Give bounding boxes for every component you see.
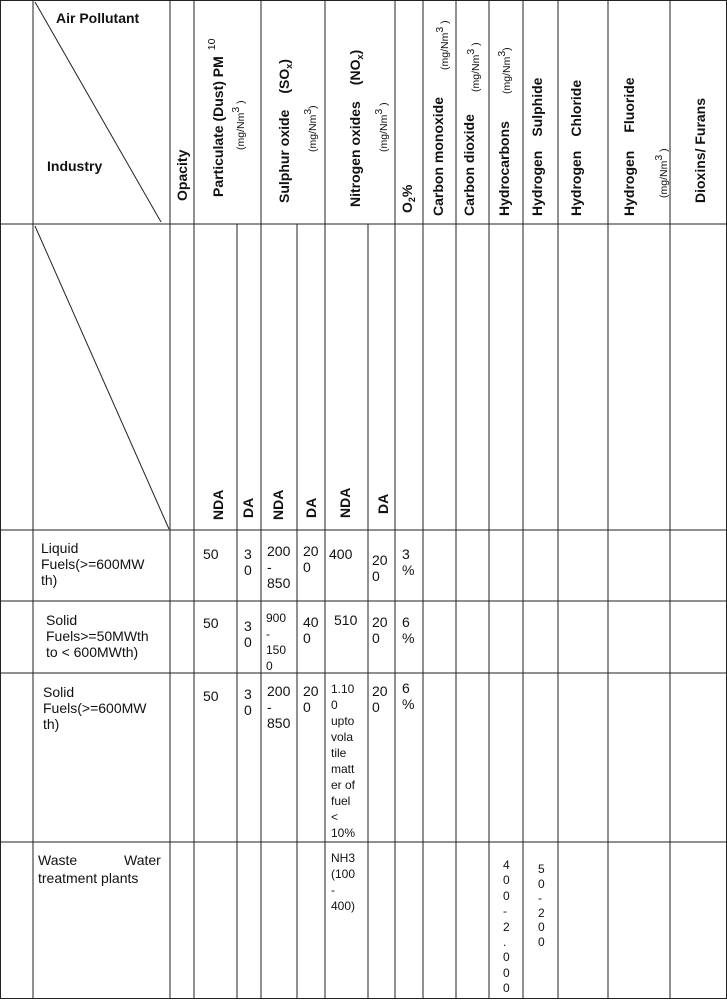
- header-no-unit: (mg/Nm$^3$ ): [373, 102, 390, 152]
- row1-no-da: 20 0: [372, 552, 388, 584]
- row3-so-nda: 200 - 850: [267, 683, 291, 731]
- row2-so-da: 40 0: [303, 614, 319, 646]
- subheader-so-da: DA: [303, 497, 319, 518]
- header-so: Sulphur $oxide(SO_x)$: [276, 59, 294, 203]
- subheader-no-nda: NDA: [337, 487, 353, 518]
- row4-industry-c: treatment plants: [38, 870, 139, 886]
- row1-pm-da: 3 0: [244, 546, 252, 578]
- row1-pm-nda: 50: [203, 546, 219, 562]
- subheader-pm-nda: NDA: [210, 489, 226, 520]
- row3-no-da: 20 0: [372, 683, 388, 715]
- row2-pm-da: 3 0: [244, 618, 252, 650]
- row3-so-da: 20 0: [303, 683, 319, 715]
- header-h2s: HydrogenSulphide: [529, 77, 545, 216]
- header-pm: Particulate (Dust) PM$^{10}$: [206, 38, 226, 197]
- header-co2: Carbon dioxide: [461, 114, 477, 216]
- header-co: Carbon monoxide: [430, 96, 446, 216]
- row2-pm-nda: 50: [203, 615, 219, 631]
- header-air-pollutant: Air Pollutant: [56, 10, 140, 26]
- row3-industry: Solid Fuels(>=600MW th): [43, 684, 147, 732]
- row3-o2: 6 %: [402, 680, 415, 712]
- subheader-no-da: DA: [375, 493, 391, 514]
- row2-no-nda: 510: [334, 612, 358, 628]
- header-industry: Industry: [47, 158, 103, 174]
- row2-no-da: 20 0: [372, 614, 388, 646]
- row2-o2: 6 %: [402, 614, 415, 646]
- subheader-so-nda: NDA: [270, 489, 286, 520]
- subheader-pm-da: DA: [240, 497, 256, 518]
- row2-industry: Solid Fuels>=50MWth to < 600MWth): [46, 612, 149, 660]
- row1-o2: 3 %: [402, 546, 415, 578]
- header-o2: $O_2\%$: [399, 184, 417, 213]
- row2-so-nda: 900 - 150 0: [266, 611, 287, 673]
- row4-industry-b: Water: [124, 852, 161, 868]
- header-opacity: Opacity: [174, 149, 190, 201]
- header-hf-unit: (mg/Nm$^3$ ): [653, 148, 670, 198]
- header-so-unit: (mg/Nm$^3$): [302, 105, 319, 152]
- row1-industry: Liquid Fuels(>=600MW th): [41, 540, 145, 588]
- row1-so-da: 20 0: [303, 543, 319, 575]
- row4-no-nda: NH3 (100 - 400): [331, 851, 356, 913]
- header-co2-unit: (mg/Nm$^3$ ): [465, 42, 482, 92]
- header-hf: HydrogenFluoride: [621, 77, 637, 216]
- row4-hc: 4 0 0 - 2 . 0 0 0: [503, 858, 510, 996]
- row1-no-nda: 400: [329, 546, 353, 562]
- header-hc: Hydrocarbons: [496, 121, 512, 216]
- header-hc-unit: (mg/Nm$^3$): [496, 47, 513, 94]
- row3-pm-nda: 50: [203, 688, 219, 704]
- header-pm-unit: (mg/Nm$^3$ ): [230, 100, 247, 150]
- row4-industry-a: Waste: [38, 852, 78, 868]
- header-co-unit: (mg/Nm$^3$ ): [434, 20, 451, 70]
- header-dioxins: Dioxins/ Furans: [692, 97, 708, 203]
- row1-so-nda: 200 - 850: [267, 543, 291, 591]
- header-hcl: HydrogenChloride: [568, 79, 584, 216]
- row3-no-nda: 1.10 0 upto vola tile matt er of fuel < 10%: [331, 682, 356, 840]
- row3-pm-da: 3 0: [244, 686, 252, 718]
- row4-h2s: 5 0 - 2 0 0: [538, 862, 545, 949]
- header-no: Nitrogen $oxides(NO_x)$: [347, 49, 365, 207]
